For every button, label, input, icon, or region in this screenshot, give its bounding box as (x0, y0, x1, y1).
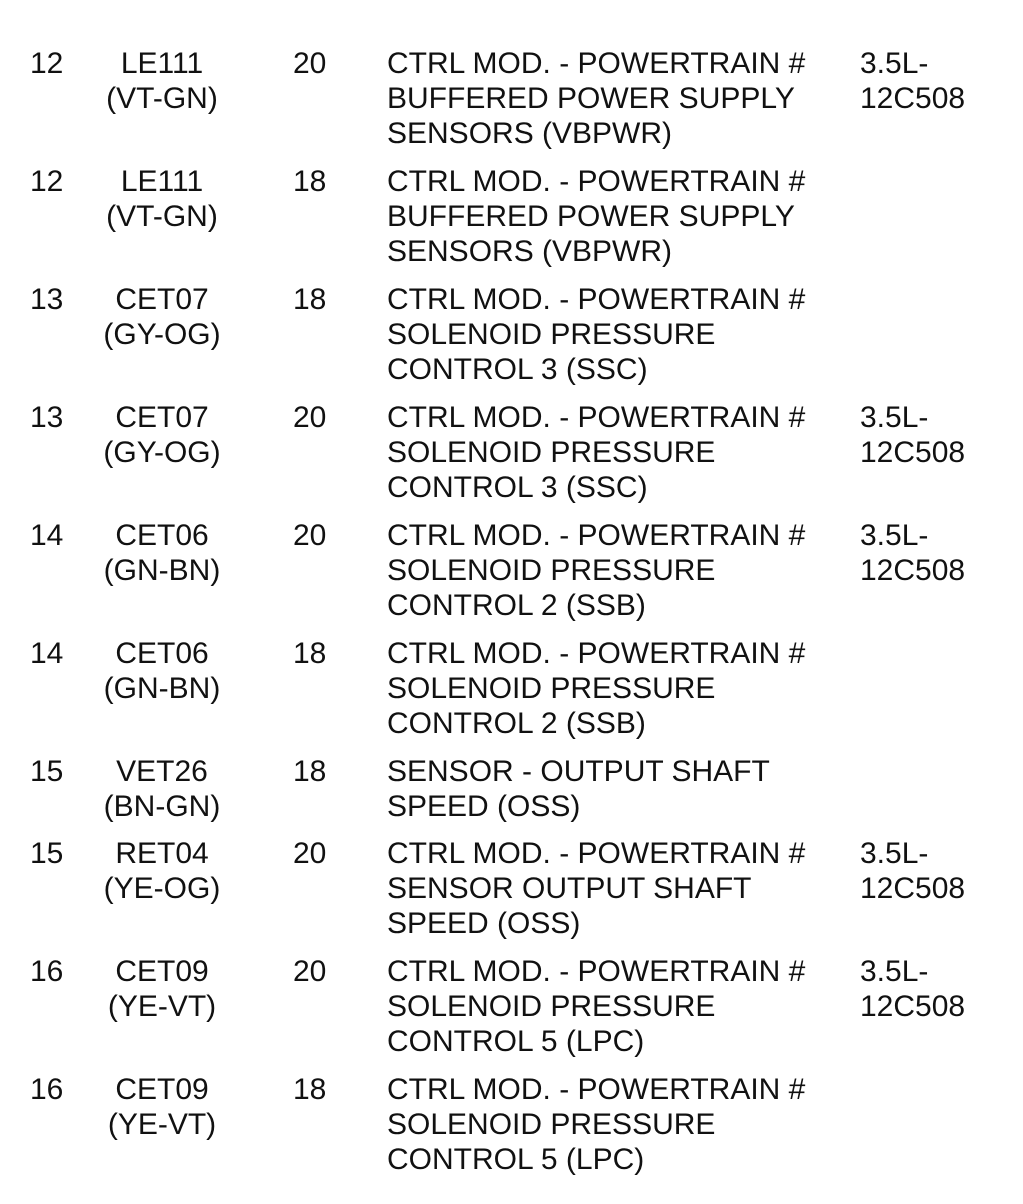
circuit-id: CET09 (115, 1073, 209, 1106)
circuit-id: CET07 (115, 283, 209, 316)
application-note (860, 954, 965, 1024)
circuit-description (387, 46, 805, 151)
wire-color: (VT-GN) (106, 200, 218, 233)
circuit-id: LE111 (120, 165, 204, 198)
description-line: CONTROL 2 (SSB) (387, 589, 646, 622)
description-line: SPEED (OSS) (387, 790, 581, 823)
circuit-cell (92, 636, 232, 706)
wire-color: (GY-OG) (103, 318, 221, 351)
circuit-description (387, 1072, 805, 1177)
wire-color: (VT-GN) (106, 82, 218, 115)
note-line: 12C508 (860, 436, 966, 469)
circuit-cell (92, 1072, 232, 1142)
application-note (860, 518, 965, 588)
circuit-cell (92, 46, 232, 116)
note-line: 12C508 (860, 872, 966, 905)
circuit-description (387, 836, 805, 941)
pin-number: 15 (30, 755, 64, 788)
circuit-id: CET09 (115, 955, 209, 988)
description-line: SOLENOID PRESSURE (387, 436, 716, 469)
circuit-id: VET26 (116, 755, 208, 788)
application-note (860, 400, 965, 470)
note-line: 3.5L- (860, 837, 929, 870)
note-line: 12C508 (860, 554, 966, 587)
wire-gauge: 20 (293, 837, 327, 870)
pin-number: 14 (30, 519, 64, 552)
description-line: CTRL MOD. - POWERTRAIN # (387, 283, 806, 316)
wire-gauge: 20 (293, 955, 327, 988)
wire-gauge: 20 (293, 401, 327, 434)
description-line: SENSORS (VBPWR) (387, 235, 673, 268)
description-line: SPEED (OSS) (387, 907, 581, 940)
note-line: 3.5L- (860, 955, 929, 988)
circuit-description (387, 164, 805, 269)
circuit-cell (92, 400, 232, 470)
application-note (860, 836, 965, 906)
wire-color: (YE-OG) (103, 872, 221, 905)
description-line: CONTROL 3 (SSC) (387, 471, 648, 504)
circuit-id: CET06 (115, 637, 209, 670)
application-note (860, 46, 965, 116)
description-line: CTRL MOD. - POWERTRAIN # (387, 47, 806, 80)
pin-number: 12 (30, 165, 64, 198)
wire-color: (GN-BN) (103, 554, 221, 587)
description-line: CONTROL 3 (SSC) (387, 353, 648, 386)
wire-color: (YE-VT) (107, 990, 217, 1023)
pin-number: 13 (30, 283, 64, 316)
wire-color: (GN-BN) (103, 672, 221, 705)
circuit-description (387, 954, 805, 1059)
circuit-description (387, 518, 805, 623)
description-line: SENSOR OUTPUT SHAFT (387, 872, 752, 905)
note-line: 3.5L- (860, 401, 929, 434)
description-line: CTRL MOD. - POWERTRAIN # (387, 837, 806, 870)
wire-color: (YE-VT) (107, 1108, 217, 1141)
description-line: SOLENOID PRESSURE (387, 318, 716, 351)
description-line: SOLENOID PRESSURE (387, 554, 716, 587)
note-line: 12C508 (860, 990, 966, 1023)
circuit-description (387, 400, 805, 505)
wire-color: (BN-GN) (103, 790, 221, 823)
note-line: 3.5L- (860, 47, 929, 80)
description-line: SENSORS (VBPWR) (387, 117, 673, 150)
wire-gauge: 18 (293, 1073, 327, 1106)
circuit-id: RET04 (115, 837, 209, 870)
description-line: SOLENOID PRESSURE (387, 672, 716, 705)
note-line: 12C508 (860, 82, 966, 115)
wire-gauge: 20 (293, 519, 327, 552)
description-line: SENSOR - OUTPUT SHAFT (387, 755, 770, 788)
circuit-id: CET06 (115, 519, 209, 552)
description-line: CTRL MOD. - POWERTRAIN # (387, 401, 806, 434)
description-line: CONTROL 2 (SSB) (387, 707, 646, 740)
description-line: CONTROL 5 (LPC) (387, 1143, 645, 1176)
description-line: CTRL MOD. - POWERTRAIN # (387, 955, 806, 988)
description-line: CTRL MOD. - POWERTRAIN # (387, 1073, 806, 1106)
wire-gauge: 18 (293, 165, 327, 198)
description-line: BUFFERED POWER SUPPLY (387, 82, 795, 115)
circuit-cell (92, 954, 232, 1024)
pin-number: 14 (30, 637, 64, 670)
wire-gauge: 18 (293, 637, 327, 670)
circuit-description (387, 636, 805, 741)
circuit-cell (92, 836, 232, 906)
pin-number: 13 (30, 401, 64, 434)
description-line: SOLENOID PRESSURE (387, 1108, 716, 1141)
description-line: CTRL MOD. - POWERTRAIN # (387, 637, 806, 670)
circuit-description (387, 754, 770, 824)
circuit-cell (92, 754, 232, 824)
pin-number: 15 (30, 837, 64, 870)
pin-number: 16 (30, 955, 64, 988)
description-line: CTRL MOD. - POWERTRAIN # (387, 519, 806, 552)
circuit-cell (92, 282, 232, 352)
circuit-cell (92, 164, 232, 234)
description-line: CTRL MOD. - POWERTRAIN # (387, 165, 806, 198)
wire-gauge: 18 (293, 283, 327, 316)
wire-gauge: 18 (293, 755, 327, 788)
description-line: BUFFERED POWER SUPPLY (387, 200, 795, 233)
pin-number: 16 (30, 1073, 64, 1106)
circuit-cell (92, 518, 232, 588)
circuit-id: LE111 (120, 47, 204, 80)
wire-color: (GY-OG) (103, 436, 221, 469)
circuit-id: CET07 (115, 401, 209, 434)
pin-number: 12 (30, 47, 64, 80)
description-line: SOLENOID PRESSURE (387, 990, 716, 1023)
circuit-description (387, 282, 805, 387)
description-line: CONTROL 5 (LPC) (387, 1025, 645, 1058)
note-line: 3.5L- (860, 519, 929, 552)
wire-gauge: 20 (293, 47, 327, 80)
